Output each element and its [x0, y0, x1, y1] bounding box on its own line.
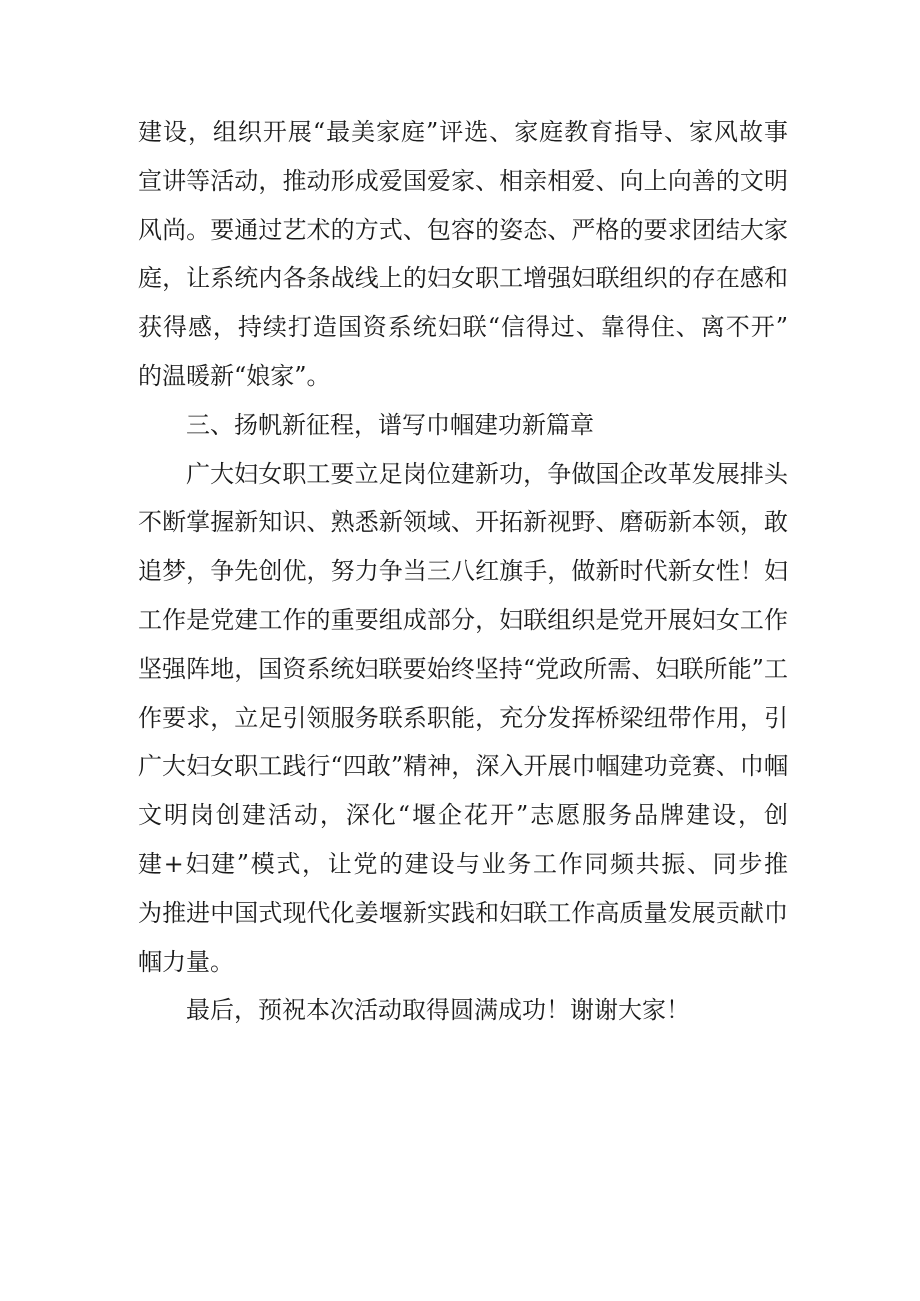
text-line: 不断掌握新知识、熟悉新领域、开拓新视野、磨砺新本领，敢 [138, 508, 788, 537]
text-line: 文明岗创建活动，深化“堰企花开”志愿服务品牌建设，创 [138, 801, 788, 830]
text-line: 广大妇女职工要立足岗位建新功，争做国企改革发展排头 [186, 459, 788, 488]
text-line: 为推进中国式现代化姜堰新实践和妇联工作高质量发展贡献巾 [138, 898, 788, 927]
text-line: 宣讲等活动，推动形成爱国爱家、相亲相爱、向上向善的文明 [138, 166, 788, 195]
text-line: 庭，让系统内各条战线上的妇女职工增强妇联组织的存在感和 [138, 264, 788, 293]
text-line: 风尚。要通过艺术的方式、包容的姿态、严格的要求团结大家 [138, 215, 788, 244]
document-body [138, 108, 788, 1035]
text-line: 追梦，争先创优，努力争当三八红旗手，做新时代新女性！妇 [138, 557, 788, 586]
section-heading: 三、扬帆新征程，谱写巾帼建功新篇章 [186, 410, 594, 439]
text-line: 工作是党建工作的重要组成部分，妇联组织是党开展妇女工作 [138, 605, 788, 634]
text-line: 广大妇女职工践行“四敢”精神，深入开展巾帼建功竞赛、巾帼 [138, 752, 788, 781]
text-line: 的温暖新“娘家”。 [138, 361, 331, 390]
text-line: 帼力量。 [138, 947, 234, 976]
closing-line: 最后，预祝本次活动取得圆满成功！谢谢大家！ [186, 996, 690, 1025]
text-line: 获得感，持续打造国资系统妇联“信得过、靠得住、离不开” [138, 313, 788, 342]
text-line: 建设，组织开展“最美家庭”评选、家庭教育指导、家风故事 [138, 118, 788, 146]
text-line: 作要求，立足引领服务联系职能，充分发挥桥梁纽带作用，引 [138, 703, 788, 732]
text-line: 建+妇建”模式，让党的建设与业务工作同频共振、同步推 [138, 849, 788, 878]
text-line: 坚强阵地，国资系统妇联要始终坚持“党政所需、妇联所能”工 [138, 654, 788, 683]
